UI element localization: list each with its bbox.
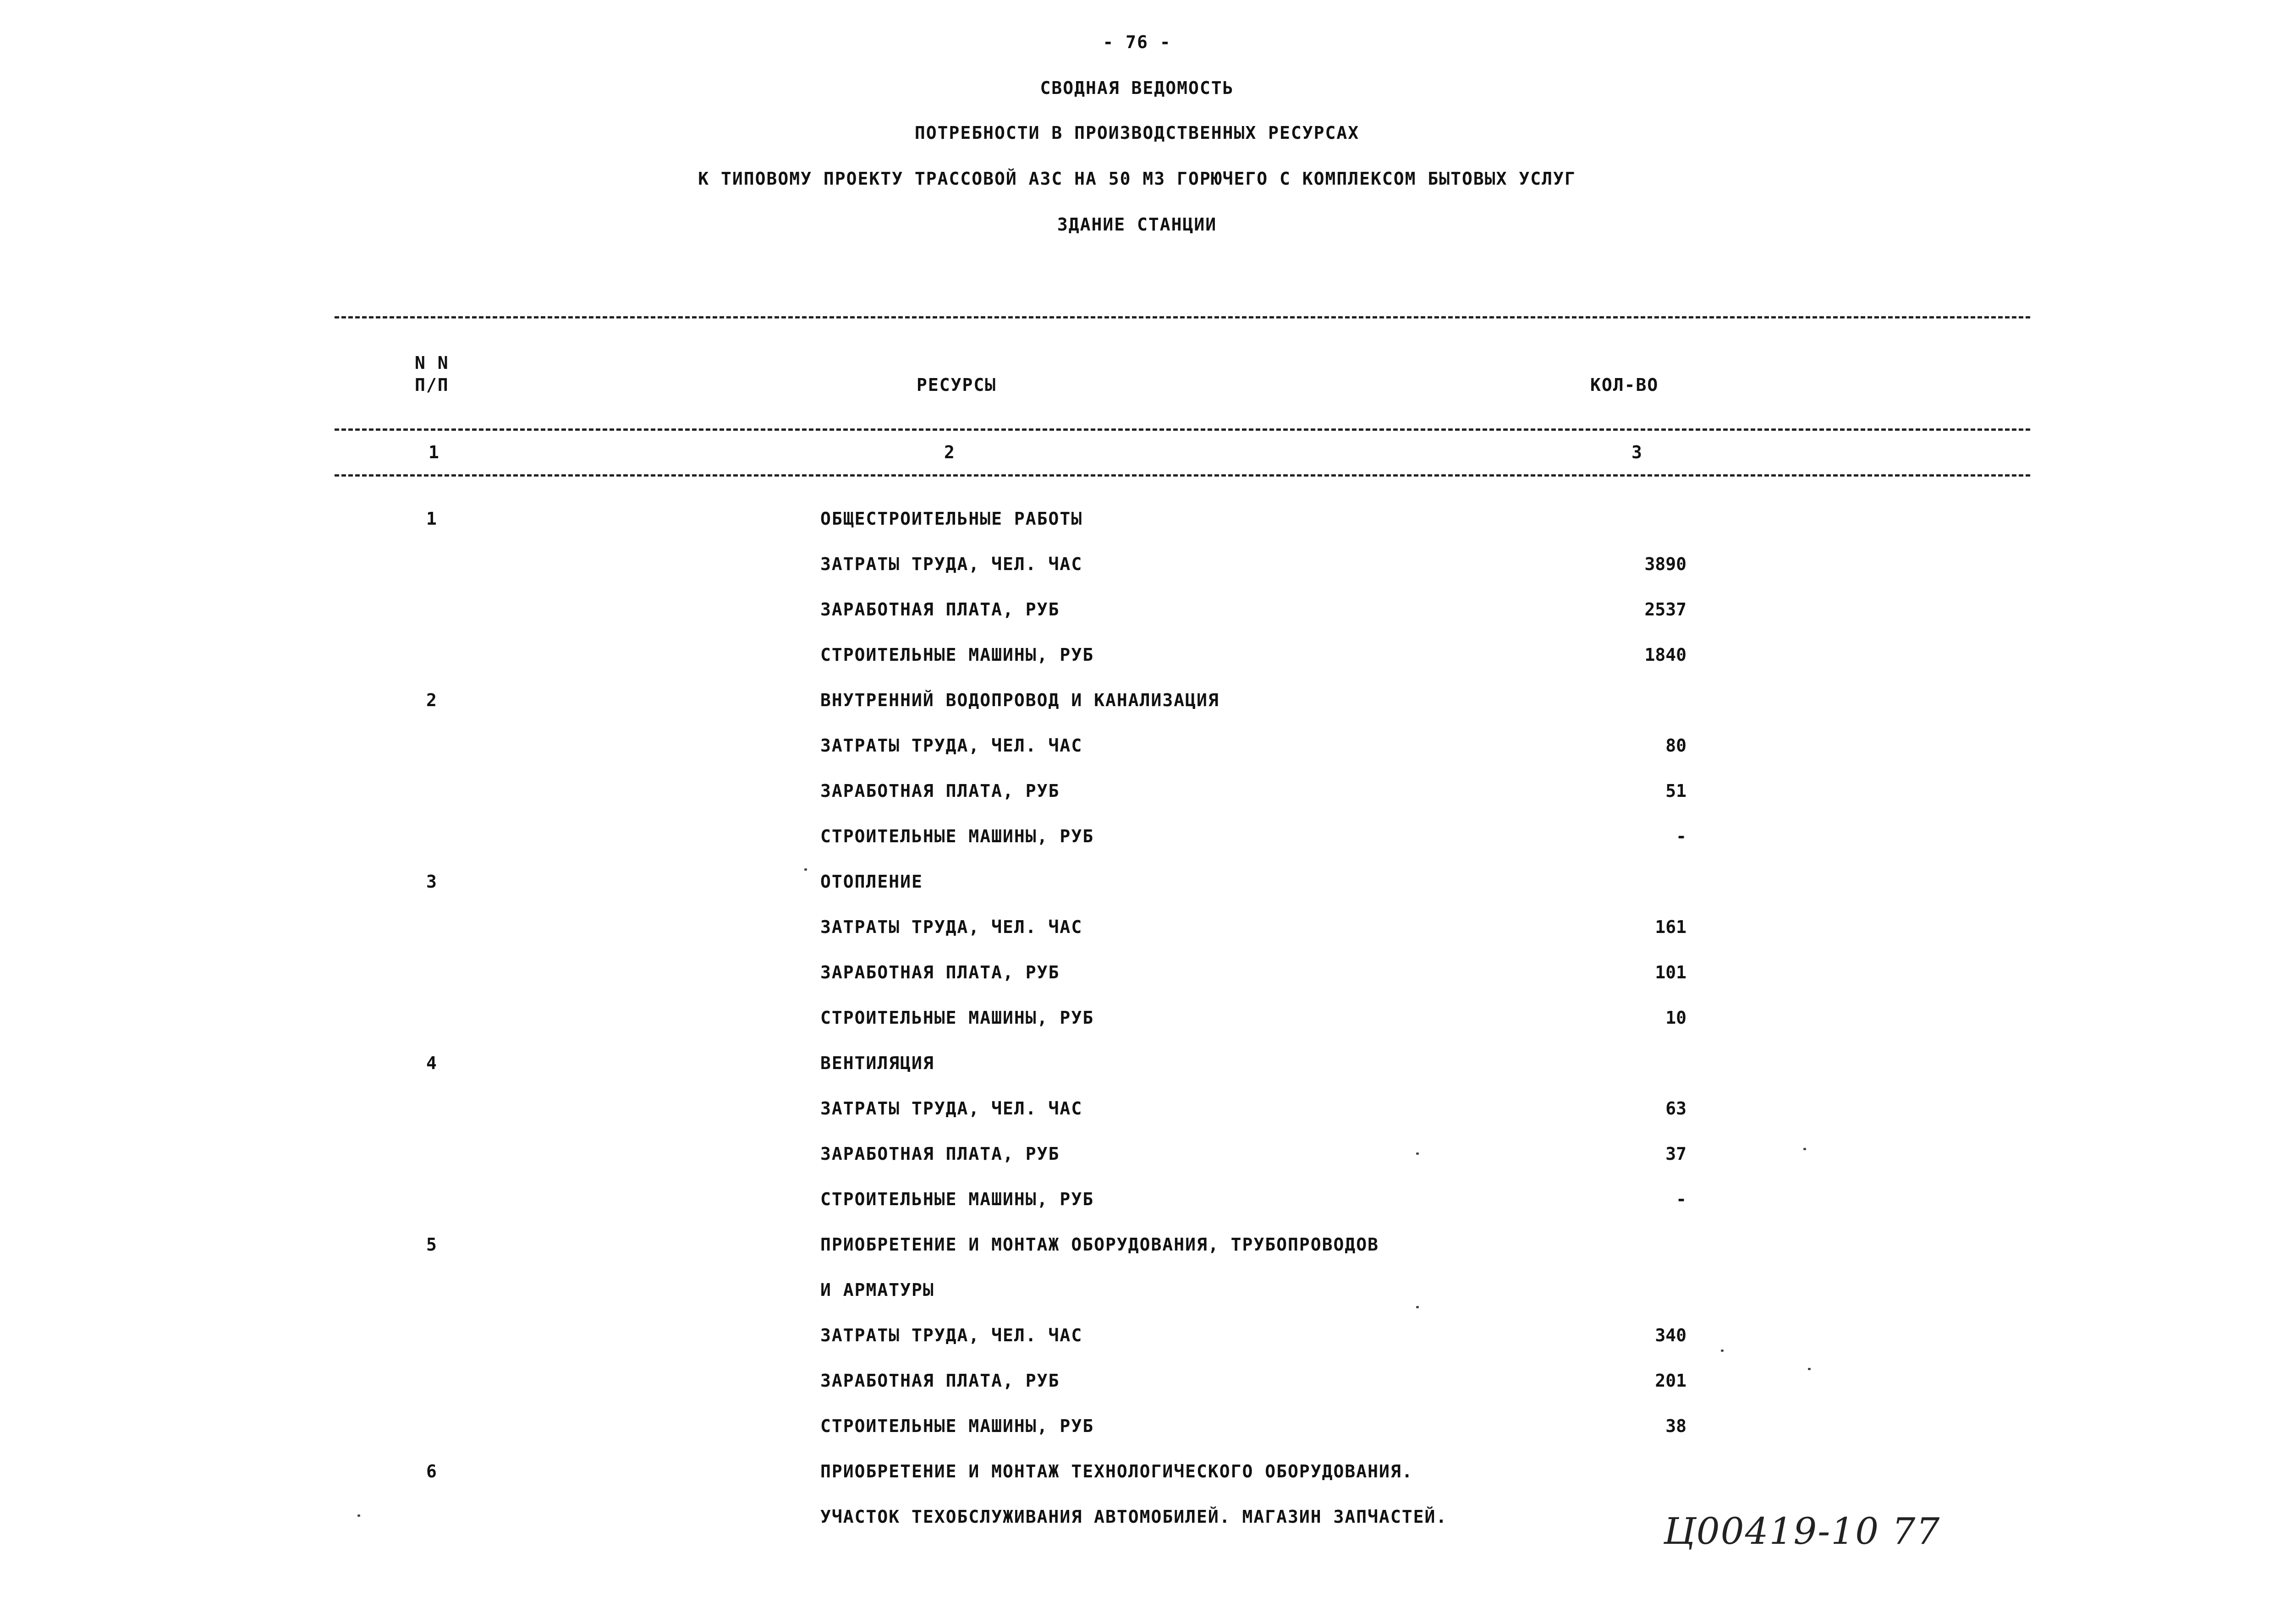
row-resource: ОБЩЕСТРОИТЕЛЬНЫЕ РАБОТЫ xyxy=(820,509,1083,529)
table-row xyxy=(0,599,2274,627)
row-quantity: 10 xyxy=(1665,1008,1686,1028)
table-row xyxy=(0,509,2274,536)
table-row xyxy=(0,1416,2274,1443)
row-resource: СТРОИТЕЛЬНЫЕ МАШИНЫ, РУБ xyxy=(820,1189,1094,1209)
row-quantity: 1840 xyxy=(1644,645,1686,665)
title-line-2: ПОТРЕБНОСТИ В ПРОИЗВОДСТВЕННЫХ РЕСУРСАХ xyxy=(914,123,1360,143)
table-row xyxy=(0,1098,2274,1126)
handwritten-stamp: Ц00419-10 77 xyxy=(1664,1510,1941,1553)
table-row xyxy=(0,690,2274,718)
table-row xyxy=(0,554,2274,582)
table-row xyxy=(0,1325,2274,1353)
row-quantity: 161 xyxy=(1655,917,1686,937)
table-row xyxy=(0,1144,2274,1171)
row-resource: ЗАРАБОТНАЯ ПЛАТА, РУБ xyxy=(820,1144,1060,1164)
page-number: - 76 - xyxy=(1103,32,1171,52)
header-quantity: КОЛ-ВО xyxy=(1590,375,1659,395)
table-row xyxy=(0,735,2274,763)
row-quantity: 80 xyxy=(1665,735,1686,756)
row-quantity: 38 xyxy=(1665,1416,1686,1436)
title-line-1: СВОДНАЯ ВЕДОМОСТЬ xyxy=(1040,78,1234,98)
row-resource: ЗАРАБОТНАЯ ПЛАТА, РУБ xyxy=(820,781,1060,801)
table-row xyxy=(0,1053,2274,1081)
row-resource: ЗАТРАТЫ ТРУДА, ЧЕЛ. ЧАС xyxy=(820,1098,1083,1119)
row-number: 3 xyxy=(426,872,437,892)
table-row xyxy=(0,872,2274,899)
row-quantity: 37 xyxy=(1665,1144,1686,1164)
row-quantity: 340 xyxy=(1655,1325,1686,1345)
table-row xyxy=(0,645,2274,672)
row-resource: ВНУТРЕННИЙ ВОДОПРОВОД И КАНАЛИЗАЦИЯ xyxy=(820,690,1219,710)
row-quantity: 63 xyxy=(1665,1098,1686,1119)
row-quantity: - xyxy=(1676,1189,1686,1209)
row-resource: ЗАРАБОТНАЯ ПЛАТА, РУБ xyxy=(820,962,1060,982)
scan-speck xyxy=(1416,1152,1419,1155)
row-resource: ЗАТРАТЫ ТРУДА, ЧЕЛ. ЧАС xyxy=(820,1325,1083,1345)
col-number-3: 3 xyxy=(1631,442,1643,462)
col-number-1: 1 xyxy=(428,442,440,462)
row-quantity: 201 xyxy=(1655,1371,1686,1391)
row-resource: СТРОИТЕЛЬНЫЕ МАШИНЫ, РУБ xyxy=(820,1008,1094,1028)
row-number: 2 xyxy=(426,690,437,710)
row-quantity: 51 xyxy=(1665,781,1686,801)
row-resource: ОТОПЛЕНИЕ xyxy=(820,872,923,892)
row-quantity: 3890 xyxy=(1644,554,1686,574)
header-num-line-1: N N xyxy=(415,353,449,373)
table-row xyxy=(0,962,2274,990)
table-top-rule xyxy=(335,316,2030,318)
scan-speck xyxy=(357,1514,360,1517)
row-resource: СТРОИТЕЛЬНЫЕ МАШИНЫ, РУБ xyxy=(820,1416,1094,1436)
row-resource: ЗАТРАТЫ ТРУДА, ЧЕЛ. ЧАС xyxy=(820,735,1083,756)
col-number-2: 2 xyxy=(944,442,956,462)
row-resource: ЗАТРАТЫ ТРУДА, ЧЕЛ. ЧАС xyxy=(820,554,1083,574)
scan-speck xyxy=(1808,1368,1811,1370)
title-line-3: К ТИПОВОМУ ПРОЕКТУ ТРАССОВОЙ АЗС НА 50 М3 ГОРЮЧЕГО С КОМПЛЕКСОМ БЫТОВЫХ УСЛУГ xyxy=(698,169,1576,189)
row-resource: СТРОИТЕЛЬНЫЕ МАШИНЫ, РУБ xyxy=(820,826,1094,846)
row-number: 5 xyxy=(426,1234,437,1255)
row-number: 4 xyxy=(426,1053,437,1073)
scan-speck xyxy=(804,868,807,871)
table-row xyxy=(0,1008,2274,1035)
table-row xyxy=(0,781,2274,808)
row-resource: СТРОИТЕЛЬНЫЕ МАШИНЫ, РУБ xyxy=(820,645,1094,665)
table-row xyxy=(0,1371,2274,1398)
scan-speck xyxy=(1721,1350,1724,1352)
header-num-line-2: П/П xyxy=(415,375,449,395)
title-line-4: ЗДАНИЕ СТАНЦИИ xyxy=(1057,214,1217,235)
row-quantity: 101 xyxy=(1655,962,1686,982)
row-resource: И АРМАТУРЫ xyxy=(820,1280,934,1300)
row-resource: ПРИОБРЕТЕНИЕ И МОНТАЖ ТЕХНОЛОГИЧЕСКОГО ОБОРУДОВАНИЯ. xyxy=(820,1461,1413,1481)
table-row xyxy=(0,1461,2274,1489)
table-row xyxy=(0,1280,2274,1307)
table-row xyxy=(0,1234,2274,1262)
header-bottom-rule xyxy=(335,428,2030,431)
scan-speck xyxy=(1803,1148,1806,1150)
row-quantity: - xyxy=(1676,826,1686,846)
col-number-rule xyxy=(335,474,2030,477)
table-row xyxy=(0,1189,2274,1217)
row-resource: ЗАРАБОТНАЯ ПЛАТА, РУБ xyxy=(820,599,1060,620)
scan-speck xyxy=(1416,1306,1419,1308)
row-number: 6 xyxy=(426,1461,437,1481)
table-row xyxy=(0,826,2274,854)
table-row xyxy=(0,917,2274,944)
header-resources: РЕСУРСЫ xyxy=(917,375,997,395)
row-resource: ВЕНТИЛЯЦИЯ xyxy=(820,1053,934,1073)
row-resource: УЧАСТОК ТЕХОБСЛУЖИВАНИЯ АВТОМОБИЛЕЙ. МАГАЗИН ЗАПЧАСТЕЙ. xyxy=(820,1507,1448,1527)
row-quantity: 2537 xyxy=(1644,599,1686,620)
row-resource: ПРИОБРЕТЕНИЕ И МОНТАЖ ОБОРУДОВАНИЯ, ТРУБОПРОВОДОВ xyxy=(820,1234,1379,1255)
row-resource: ЗАРАБОТНАЯ ПЛАТА, РУБ xyxy=(820,1371,1060,1391)
row-resource: ЗАТРАТЫ ТРУДА, ЧЕЛ. ЧАС xyxy=(820,917,1083,937)
row-number: 1 xyxy=(426,509,437,529)
